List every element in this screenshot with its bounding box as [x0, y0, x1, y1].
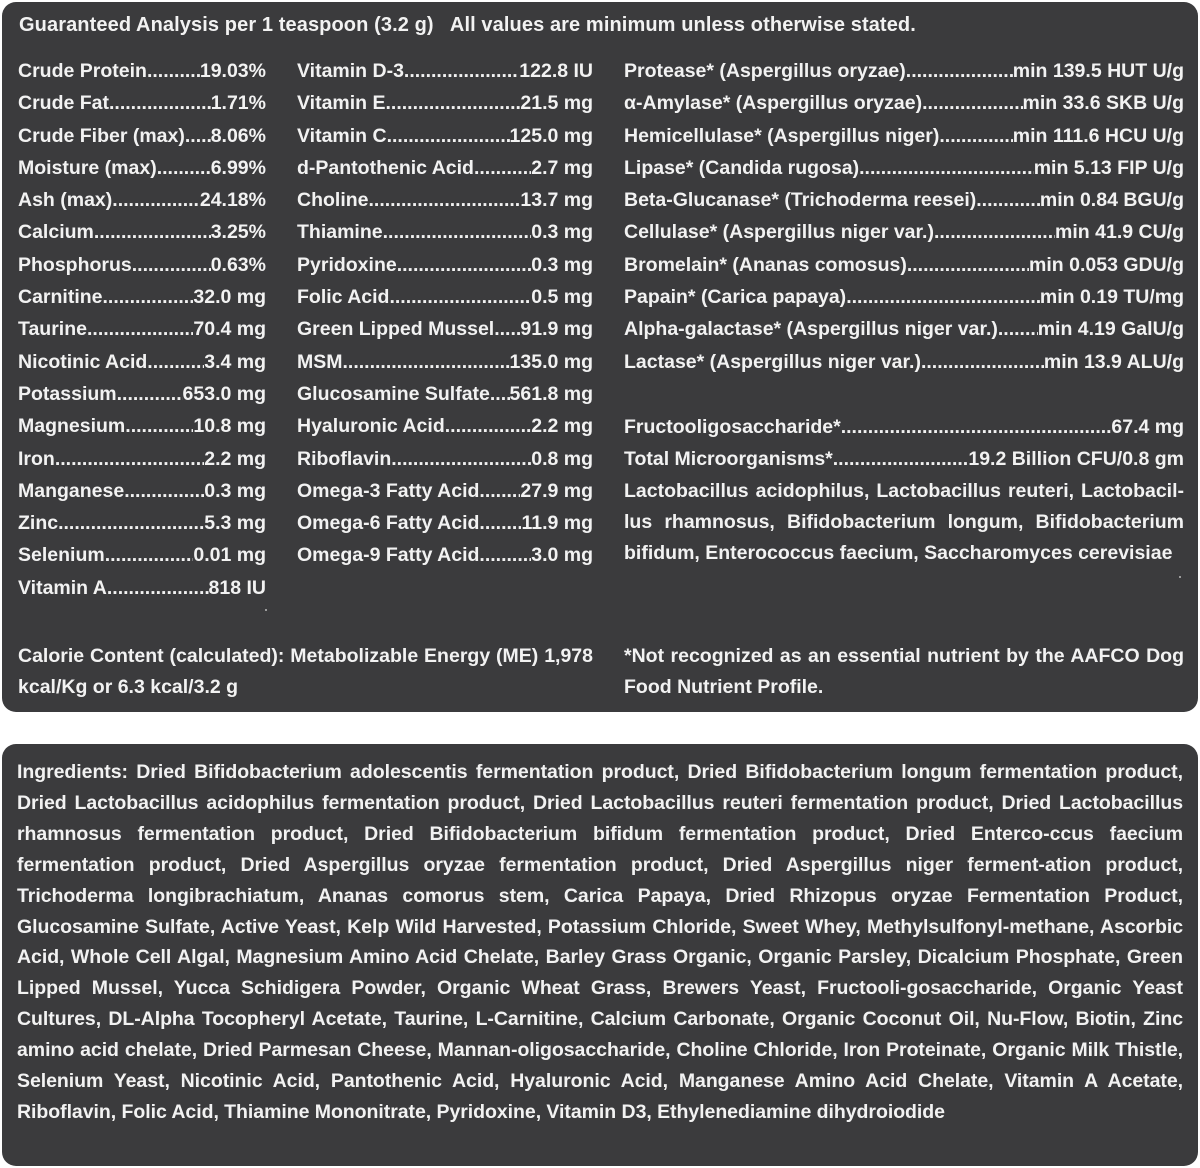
dot-leader [907, 249, 1029, 281]
dot-leader [397, 249, 532, 281]
analysis-label: Calcium [18, 221, 94, 244]
analysis-label: Magnesium [18, 415, 126, 438]
analysis-label: Choline [297, 189, 369, 212]
analysis-value: 24.18% [199, 189, 266, 212]
dot-leader [479, 507, 521, 539]
dot-leader [474, 152, 531, 184]
analysis-value: min 0.053 GDU/g [1029, 253, 1184, 276]
dot-leader [479, 475, 520, 507]
microorganism-list: Lactobacillus acidophilus, Lactobacillus reuteri, Lactobacil-lus rhamnosus, Bifidobacterium longum, Bifidobacterium bifidum, Enterococcus faecium, Saccharomyces cerevisiae [624, 480, 1184, 564]
dot-leader [906, 55, 1013, 87]
analysis-label: Vitamin E [297, 92, 386, 115]
analysis-row [18, 120, 266, 152]
analysis-label: Protease* (Aspergillus oryzae) [624, 60, 906, 82]
analysis-row [18, 572, 266, 604]
dot-leader [87, 313, 193, 345]
analysis-value: 27.9 mg [520, 479, 593, 502]
analysis-row [297, 216, 593, 248]
dot-leader [387, 120, 510, 152]
dot-leader [391, 443, 531, 475]
analysis-label: Phosphorus [18, 253, 132, 276]
analysis-value: 0.5 mg [531, 286, 593, 309]
analysis-row [18, 378, 266, 410]
analysis-label: Beta-Glucanase* (Trichoderma reesei) [624, 189, 977, 212]
dot-leader [445, 410, 531, 442]
analysis-value: min 41.9 CU/g [1055, 221, 1184, 244]
analysis-label: Omega-3 Fatty Acid [297, 479, 480, 502]
analysis-row [18, 539, 266, 571]
analysis-label: Fructooligosaccharide* [624, 416, 841, 438]
analysis-row [297, 87, 593, 119]
dot-leader [147, 346, 204, 378]
analysis-row [624, 55, 1184, 87]
calorie-content: Calorie Content (calculated): Metabolizable Energy (ME) 1,978 kcal/Kg or 6.3 kcal/3.2 g [18, 645, 593, 698]
dot-leader [55, 443, 204, 475]
enzyme-column [624, 55, 1184, 378]
dot-leader [389, 281, 531, 313]
analysis-value: 21.5 mg [520, 92, 593, 115]
dot-leader [343, 346, 510, 378]
analysis-value: 0.3 mg [204, 479, 266, 502]
analysis-value: 70.4 mg [193, 318, 266, 341]
ingredients-panel [2, 744, 1198, 1166]
analysis-label: Bromelain* (Ananas comosus) [624, 253, 907, 276]
dot-leader [921, 346, 1044, 378]
analysis-label: Vitamin A [18, 576, 107, 599]
analysis-label: Folic Acid [297, 286, 390, 309]
analysis-value: 2.2 mg [531, 415, 593, 438]
analysis-value: 67.4 mg [1111, 416, 1184, 438]
analysis-label: Iron [18, 447, 55, 470]
analysis-label: Crude Protein [18, 60, 147, 82]
analysis-value: min 0.19 TU/mg [1039, 286, 1184, 309]
analysis-header: Guaranteed Analysis per 1 teaspoon (3.2 g) All values are minimum unless otherwise stated. [19, 14, 916, 36]
dot-leader [494, 313, 520, 345]
analysis-label: Lipase* (Candida rugosa) [624, 156, 860, 179]
analysis-value: 122.8 IU [519, 60, 593, 82]
analysis-label: Cellulase* (Aspergillus niger var.) [624, 221, 934, 244]
dot-leader [922, 87, 1022, 119]
analysis-label: d-Pantothenic Acid [297, 156, 474, 179]
dot-leader [147, 55, 200, 87]
analysis-row [18, 152, 266, 184]
analysis-value: 125.0 mg [509, 124, 593, 147]
analysis-value: min 13.9 ALU/g [1043, 350, 1184, 373]
analysis-row [297, 539, 593, 571]
dot-leader [833, 443, 969, 475]
dot-leader [939, 120, 1012, 152]
analysis-label: Glucosamine Sulfate [297, 382, 490, 405]
analysis-row [18, 55, 266, 87]
analysis-label: Carnitine [18, 286, 103, 309]
analysis-label: Vitamin D-3 [297, 60, 404, 82]
dot-leader [383, 216, 532, 248]
analysis-label: Omega-9 Fatty Acid [297, 544, 480, 567]
analysis-row [18, 507, 266, 539]
analysis-label: Total Microorganisms* [624, 448, 833, 471]
analysis-row [624, 346, 1184, 378]
nutrient-column-1 [18, 55, 266, 604]
dot-leader [846, 281, 1040, 313]
dot-leader [934, 216, 1055, 248]
analysis-row [18, 410, 266, 442]
analysis-label: Zinc [18, 512, 59, 535]
analysis-row [297, 120, 593, 152]
analysis-value: 1.71% [210, 92, 266, 115]
analysis-value: 818 IU [208, 576, 266, 599]
analysis-row [18, 87, 266, 119]
aafco-footnote: *Not recognized as an essential nutrient by the AAFCO Dog Food Nutrient Profile. [624, 645, 1184, 698]
analysis-value: 3.25% [210, 221, 266, 244]
analysis-value: min 139.5 HUT U/g [1012, 60, 1184, 82]
analysis-label: Green Lipped Mussel [297, 318, 495, 341]
analysis-value: 13.7 mg [520, 189, 593, 212]
analysis-value: 6.99% [210, 156, 266, 179]
analysis-value: 0.3 mg [531, 221, 593, 244]
guaranteed-analysis-panel [2, 2, 1198, 712]
dot-leader [369, 184, 521, 216]
analysis-value: 2.2 mg [204, 447, 266, 470]
analysis-row [624, 87, 1184, 119]
dot-leader [998, 313, 1038, 345]
analysis-row [624, 120, 1184, 152]
dot-leader [841, 411, 1112, 443]
analysis-row [297, 507, 593, 539]
dot-leader [132, 249, 211, 281]
dot-leader [107, 572, 209, 604]
analysis-row [624, 249, 1184, 281]
analysis-row [297, 152, 593, 184]
dot-leader [976, 184, 1040, 216]
analysis-value: 11.9 mg [521, 512, 593, 535]
analysis-row [624, 281, 1184, 313]
analysis-label: Vitamin C [297, 124, 387, 147]
analysis-row [297, 184, 593, 216]
analysis-value: 561.8 mg [509, 382, 593, 405]
analysis-value: min 5.13 FIP U/g [1033, 156, 1184, 179]
analysis-row [297, 443, 593, 475]
analysis-value: 19.03% [199, 60, 266, 82]
stray-dot-mark [1179, 576, 1181, 578]
analysis-label: Riboflavin [297, 447, 392, 470]
analysis-row [18, 313, 266, 345]
analysis-value: 32.0 mg [193, 286, 266, 309]
analysis-value: 0.3 mg [531, 253, 593, 276]
analysis-row [624, 411, 1184, 443]
analysis-label: Moisture (max) [18, 156, 157, 179]
dot-leader [109, 87, 211, 119]
nutrient-column-2 [297, 55, 593, 572]
dot-leader [125, 410, 193, 442]
analysis-label: Lactase* (Aspergillus niger var.) [624, 350, 921, 373]
analysis-value: 19.2 Billion CFU/0.8 gm [968, 448, 1184, 471]
analysis-value: 135.0 mg [509, 350, 593, 373]
dot-leader [58, 507, 204, 539]
analysis-value: min 4.19 GalU/g [1037, 318, 1184, 341]
analysis-value: 10.8 mg [193, 415, 266, 438]
analysis-row [18, 249, 266, 281]
analysis-label: Manganese [18, 479, 125, 502]
analysis-row [297, 378, 593, 410]
analysis-row [297, 249, 593, 281]
dot-leader [124, 475, 204, 507]
analysis-label: Crude Fiber (max) [18, 124, 185, 147]
dot-leader [103, 281, 194, 313]
analysis-value: min 0.84 BGU/g [1039, 189, 1184, 212]
analysis-row [297, 346, 593, 378]
analysis-label: Taurine [18, 318, 87, 341]
dot-leader [105, 539, 194, 571]
analysis-label: Hyaluronic Acid [297, 415, 445, 438]
analysis-label: Alpha-galactase* (Aspergillus niger var.) [624, 318, 998, 341]
dot-leader [479, 539, 531, 571]
analysis-value: 8.06% [210, 124, 266, 147]
analysis-value: min 33.6 SKB U/g [1022, 92, 1184, 115]
dot-leader [490, 378, 510, 410]
analysis-value: 3.4 mg [204, 350, 266, 373]
analysis-value: 0.01 mg [193, 544, 266, 567]
analysis-row [18, 346, 266, 378]
analysis-row [18, 443, 266, 475]
analysis-row [297, 410, 593, 442]
analysis-label: Crude Fat [18, 92, 110, 115]
analysis-label: Pyridoxine [297, 253, 397, 276]
analysis-row [18, 216, 266, 248]
stray-dot-mark [265, 609, 267, 611]
dot-leader [859, 152, 1034, 184]
analysis-row [624, 152, 1184, 184]
additive-column [624, 411, 1184, 476]
analysis-value: 653.0 mg [182, 382, 266, 405]
analysis-value: 3.0 mg [531, 544, 593, 567]
analysis-row [297, 55, 593, 87]
analysis-label: α-Amylase* (Aspergillus oryzae) [624, 92, 923, 115]
analysis-row [18, 281, 266, 313]
analysis-label: Nicotinic Acid [18, 350, 148, 373]
analysis-row [18, 184, 266, 216]
dot-leader [386, 87, 521, 119]
analysis-label: Papain* (Carica papaya) [624, 286, 847, 309]
analysis-value: 5.3 mg [204, 512, 266, 535]
dot-leader [404, 55, 519, 87]
analysis-label: Selenium [18, 544, 105, 567]
analysis-row [297, 313, 593, 345]
analysis-value: min 111.6 HCU U/g [1012, 124, 1184, 147]
analysis-label: Potassium [18, 382, 117, 405]
analysis-label: MSM [297, 350, 343, 373]
analysis-row [18, 475, 266, 507]
dot-leader [112, 184, 200, 216]
analysis-label: Ash (max) [18, 189, 113, 212]
dot-leader [117, 378, 183, 410]
analysis-value: 91.9 mg [520, 318, 593, 341]
analysis-row [297, 475, 593, 507]
analysis-value: 0.63% [210, 253, 266, 276]
dot-leader [185, 120, 211, 152]
analysis-value: 2.7 mg [531, 156, 593, 179]
analysis-row [297, 281, 593, 313]
analysis-row [624, 443, 1184, 475]
analysis-label: Hemicellulase* (Aspergillus niger) [624, 124, 940, 147]
analysis-row [624, 216, 1184, 248]
ingredients-text: Ingredients: Dried Bifidobacterium adolescentis fermentation product, Dried Bifidobacterium longum fermentation product, Dried Lactobacillus acidophilus fermentation product, Dried Lactobacillus reuteri fermentation product, Dried Lactobacillus rhamnosus fermentation product, Dried Bifidobacterium bifidum fermentation product, Dried Enterco-ccus faecium fermentation product, Dried Aspergillus oryzae fermentation product, Dried Aspergillus niger ferment-ation product, Trichoderma longibrachiatum, Ananas comorus stem, Carica Papaya, Dried Rhizopus oryzae Fermentation Product, Glucosamine Sulfate, Active Yeast, Kelp Wild Harvested, Potassium Chloride, Sweet Whey, Methylsulfonyl-methane, Ascorbic Acid, Whole Cell Algal, Magnesium Amino Acid Chelate, Barley Grass Organic, Organic Parsley, Dicalcium Phosphate, Green Lipped Mussel, Yucca Schidigera Powder, Organic Wheat Grass, Brewers Yeast, Fructooli-gosaccharide, Organic Yeast Cultures, DL-Alpha Tocopheryl Acetate, Taurine, L-Carnitine, Calcium Carbonate, Organic Coconut Oil, Nu-Flow, Biotin, Zinc amino acid chelate, Dried Parmesan Cheese, Mannan-oligosaccharide, Choline Chloride, Iron Proteinate, Organic Milk Thistle, Selenium Yeast, Nicotinic Acid, Pantothenic Acid, Hyaluronic Acid, Manganese Amino Acid Chelate, Vitamin A Acetate, Riboflavin, Folic Acid, Thiamine Mononitrate, Pyridoxine, Vitamin D3, Ethylenediamine dihydroiodide [17, 761, 1183, 1123]
analysis-row [624, 184, 1184, 216]
dot-leader [157, 152, 211, 184]
dot-leader [94, 216, 211, 248]
analysis-value: 0.8 mg [531, 447, 593, 470]
analysis-label: Omega-6 Fatty Acid [297, 512, 480, 535]
analysis-row [624, 313, 1184, 345]
analysis-label: Thiamine [297, 221, 383, 244]
